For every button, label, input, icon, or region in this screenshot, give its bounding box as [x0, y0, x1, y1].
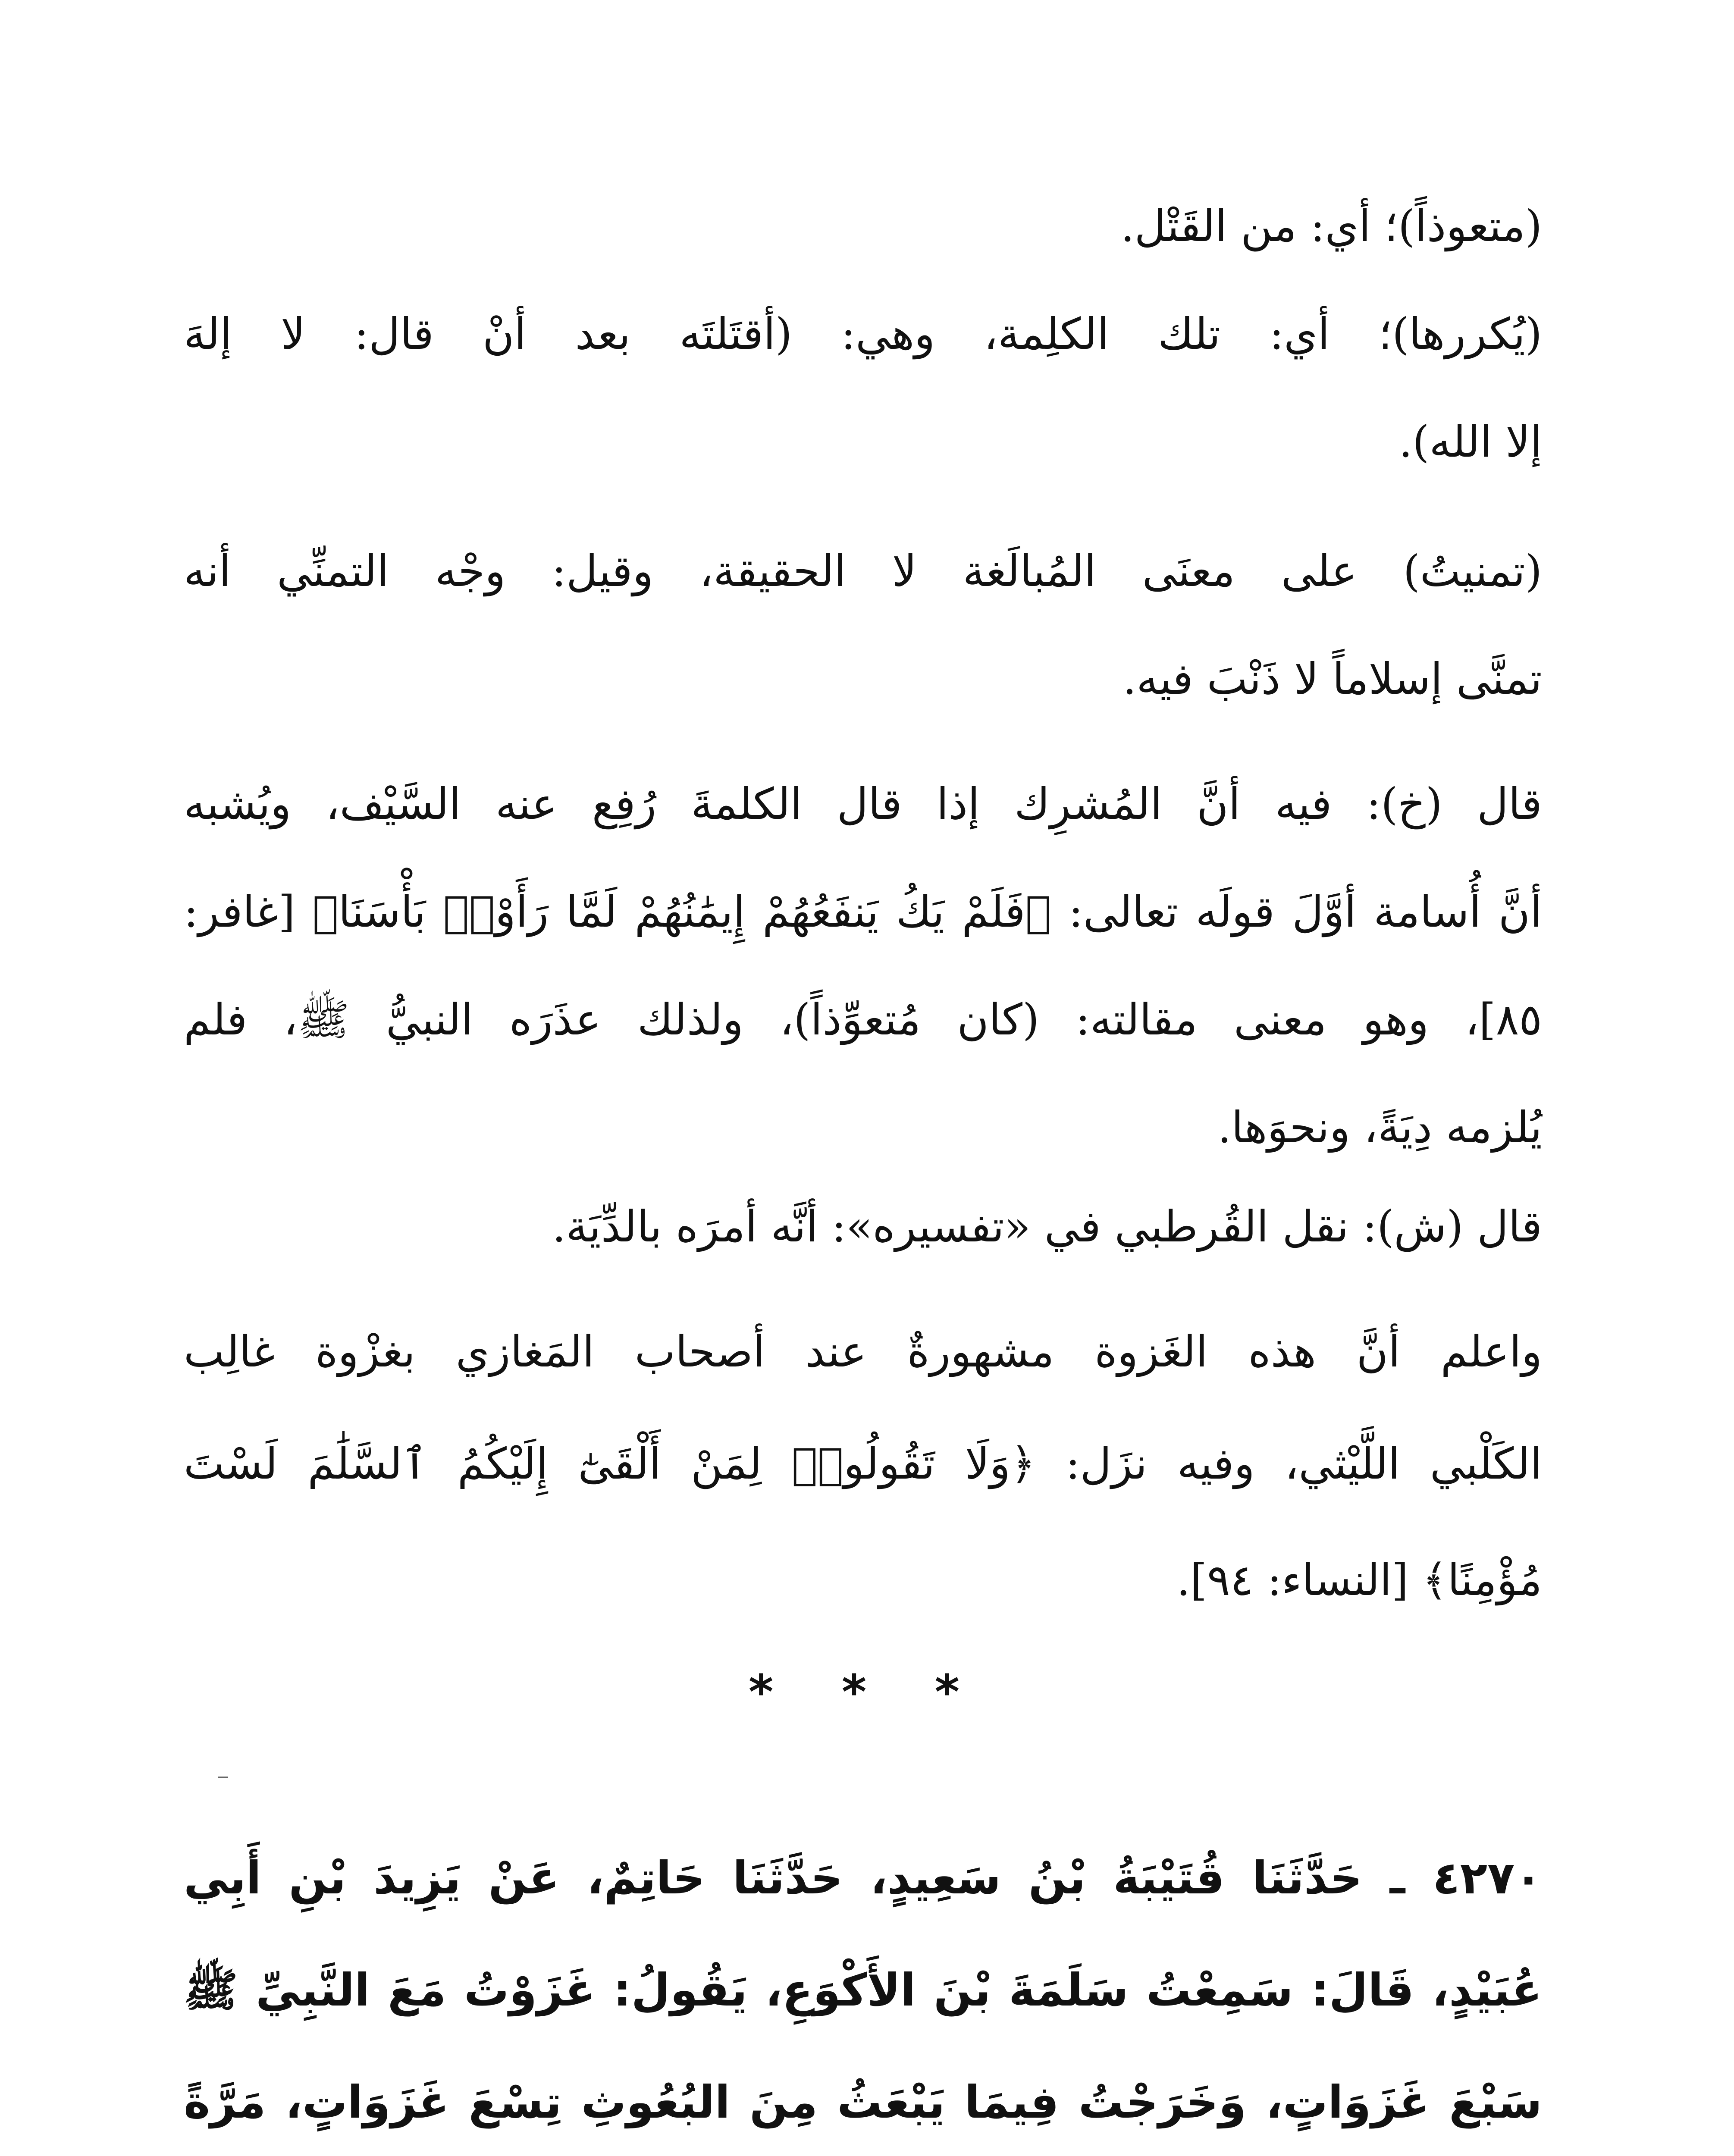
commentary-line-11: واعلم أنَّ هذه الغَزوة مشهورةٌ عند أصحاب المَغازي بغزْوة غالِب — [184, 1326, 1542, 1377]
commentary-line-3: إلا الله). — [1398, 417, 1542, 467]
hadith-line-1: ٤٢٧٠ ـ حَدَّثَنَا قُتَيْبَةُ بْنُ سَعِيدٍ، حَدَّثَنَا حَاتِمٌ، عَنْ يَزِيدَ بْنِ أَبِي — [184, 1852, 1542, 1904]
commentary-line-13: مُؤْمِنًا﴾ [النساء: ٩٤]. — [1176, 1555, 1542, 1605]
commentary-line-4: (تمنيتُ) على معنَى المُبالَغة لا الحقيقة، وقيل: وجْه التمنِّي أنه — [184, 546, 1542, 596]
section-separator: * * * — [748, 1664, 986, 1720]
commentary-line-12: الكَلْبي اللَّيْثي، وفيه نزَل: ﴿وَلَا تَقُولُوا۟ لِمَنْ أَلْقَىٰٓ إِلَيْكُمُ ٱلسَّلَٰمَ لَسْتَ — [184, 1438, 1542, 1489]
commentary-line-5: تمنَّى إسلاماً لا ذَنْبَ فيه. — [1123, 654, 1542, 704]
commentary-line-10: قال (ش): نقل القُرطبي في «تفسيره»: أنَّه أمرَه بالدِّيَة. — [552, 1201, 1542, 1252]
commentary-line-9: يُلزمه دِيَةً، ونحوَها. — [1217, 1102, 1542, 1153]
commentary-line-2: (يُكررها)؛ أي: تلك الكلِمة، وهي: (أقتَلتَه بعد أنْ قال: لا إلهَ — [184, 309, 1542, 359]
hadith-line-2: عُبَيْدٍ، قَالَ: سَمِعْتُ سَلَمَةَ بْنَ الأَكْوَعِ، يَقُولُ: غَزَوْتُ مَعَ النَّبِيِّ ﷺ — [184, 1964, 1542, 2016]
commentary-line-1: (متعوذاً)؛ أي: من القَتْل. — [1120, 201, 1542, 251]
commentary-line-7: أنَّ أُسامة أوَّلَ قولَه تعالى: ﴿فَلَمْ يَكُ يَنفَعُهُمْ إِيمَٰنُهُمْ لَمَّا رَأَوْا۟ بَأْسَنَا﴾ [غافر: — [184, 887, 1542, 937]
margin-mark — [218, 1777, 228, 1778]
commentary-line-8: ٨٥]، وهو معنى مقالته: (كان مُتعوِّذاً)، ولذلك عذَرَه النبيُّ ﷺ، فلم — [184, 994, 1542, 1045]
hadith-line-3: سَبْعَ غَزَوَاتٍ، وَخَرَجْتُ فِيمَا يَبْعَثُ مِنَ البُعُوثِ تِسْعَ غَزَوَاتٍ، مَرَّةً — [184, 2076, 1542, 2128]
commentary-line-6: قال (خ): فيه أنَّ المُشرِك إذا قال الكلمةَ رُفِع عنه السَّيْف، ويُشبه — [184, 779, 1542, 829]
